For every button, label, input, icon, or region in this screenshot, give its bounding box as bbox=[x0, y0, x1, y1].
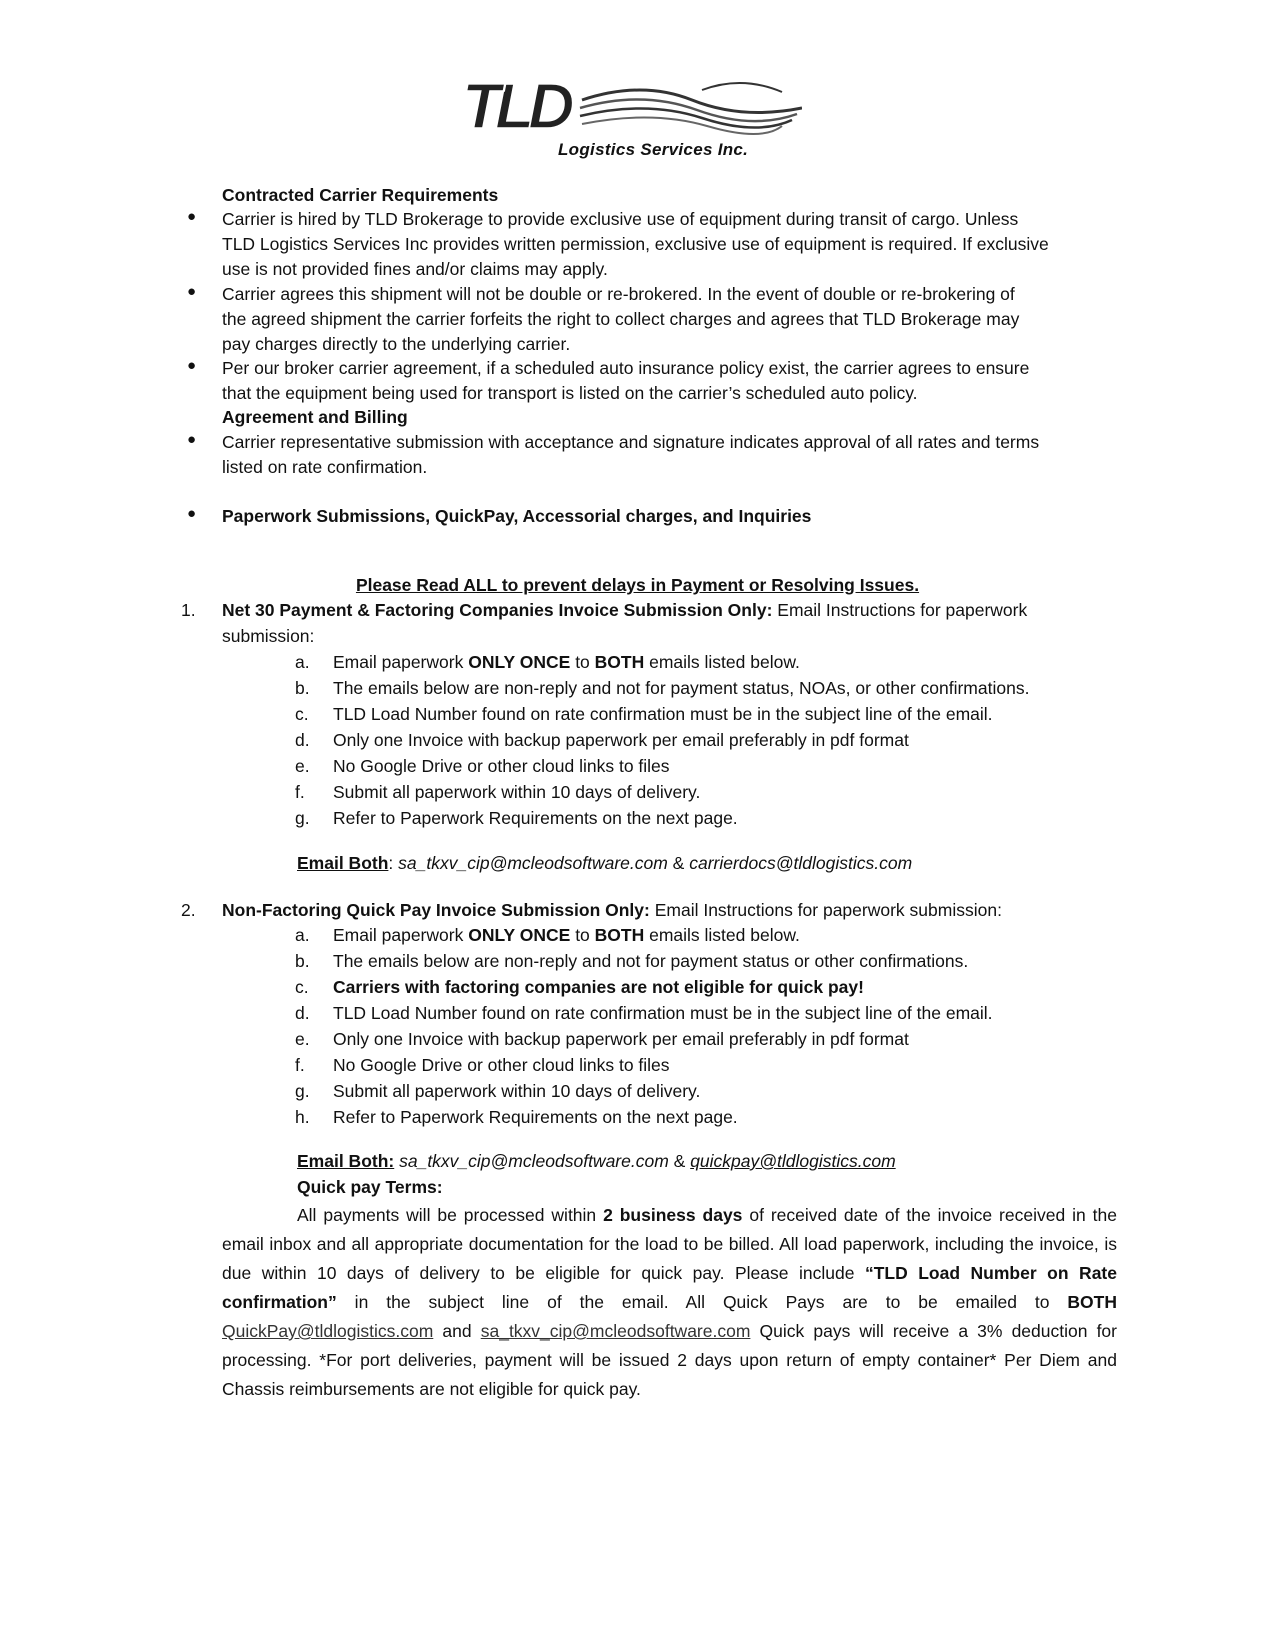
sub-item-text: The emails below are non-reply and not for payment status or other confirmations. bbox=[333, 951, 969, 971]
bullet-text: that the equipment being used for transport is listed on the carrier’s scheduled auto policy. bbox=[222, 383, 918, 403]
quickpay-terms-paragraph: All payments will be processed within 2 business days of received date of the invoice received in the email inbox and all appropriate documentation for the load to be billed. All load paperwork, including the invoice, is due within 10 days of delivery to be eligible for quick pay. Please include “TLD Load Number on Rate confirmation” in the subject line of the email. All Quick Pays are to be emailed to BOTH QuickPay@tldlogistics.com and sa_tkxv_cip@mcleodsoftware.com Quick pays will receive a 3% deduction for processing. *For port deliveries, payment will be issued 2 days upon return of empty container* Per Diem and Chassis reimbursements are not eligible for quick pay. bbox=[222, 1205, 1117, 1399]
bullet-icon: ● bbox=[187, 283, 197, 300]
sub-item-text: Email paperwork ONLY ONCE to BOTH emails listed below. bbox=[333, 652, 800, 672]
sub-item-letter: f. bbox=[295, 782, 305, 802]
bullet-text: the agreed shipment the carrier forfeits the right to collect charges and agrees that TLD Brokerage may bbox=[222, 309, 1020, 329]
quickpay-terms-heading: Quick pay Terms: bbox=[297, 1177, 443, 1197]
sub-item-letter: f. bbox=[295, 1055, 305, 1075]
sub-item-letter: a. bbox=[295, 652, 310, 672]
sub-item-text: Only one Invoice with backup paperwork per email preferably in pdf format bbox=[333, 1029, 909, 1049]
bullet-text: Carrier agrees this shipment will not be double or re-brokered. In the event of double or re-brokering of bbox=[222, 284, 1015, 304]
sub-item-letter: c. bbox=[295, 977, 309, 997]
item2-title: Non-Factoring Quick Pay Invoice Submission Only: Email Instructions for paperwork submission: bbox=[222, 900, 1002, 920]
sub-item-text: Refer to Paperwork Requirements on the next page. bbox=[333, 1107, 738, 1127]
bullet-text: Carrier is hired by TLD Brokerage to provide exclusive use of equipment during transit of cargo. Unless bbox=[222, 209, 1019, 229]
bullet-text: pay charges directly to the underlying carrier. bbox=[222, 334, 571, 354]
svg-text:TLD: TLD bbox=[462, 70, 569, 142]
section-heading-contracted: Contracted Carrier Requirements bbox=[222, 185, 499, 205]
bullet-text: use is not provided fines and/or claims may apply. bbox=[222, 259, 608, 279]
section-heading-agreement: Agreement and Billing bbox=[222, 407, 408, 427]
email-link[interactable]: carrierdocs@tldlogistics.com bbox=[689, 853, 913, 873]
bullet-icon: ● bbox=[187, 505, 197, 522]
sub-item-letter: b. bbox=[295, 678, 310, 698]
item1-email-line: Email Both: sa_tkxv_cip@mcleodsoftware.com & carrierdocs@tldlogistics.com bbox=[297, 853, 913, 873]
email-link[interactable]: sa_tkxv_cip@mcleodsoftware.com bbox=[399, 1151, 669, 1171]
bullet-icon: ● bbox=[187, 208, 197, 225]
sub-item-letter: g. bbox=[295, 1081, 310, 1101]
item1-title-line2: submission: bbox=[222, 626, 315, 646]
sub-item-text: Refer to Paperwork Requirements on the next page. bbox=[333, 808, 738, 828]
sub-item-text: Carriers with factoring companies are not eligible for quick pay! bbox=[333, 977, 864, 997]
notice-heading: Please Read ALL to prevent delays in Payment or Resolving Issues. bbox=[355, 575, 920, 595]
sub-item-text: Submit all paperwork within 10 days of delivery. bbox=[333, 782, 701, 802]
sub-item-text: Only one Invoice with backup paperwork per email preferably in pdf format bbox=[333, 730, 909, 750]
sub-item-letter: c. bbox=[295, 704, 309, 724]
item2-email-line: Email Both: sa_tkxv_cip@mcleodsoftware.com & quickpay@tldlogistics.com bbox=[297, 1151, 896, 1171]
sub-item-text: Email paperwork ONLY ONCE to BOTH emails listed below. bbox=[333, 925, 800, 945]
bullet-text: Carrier representative submission with acceptance and signature indicates approval of all rates and terms bbox=[222, 432, 1040, 452]
sub-item-text: No Google Drive or other cloud links to files bbox=[333, 756, 670, 776]
bullet-icon: ● bbox=[187, 357, 197, 374]
sub-item-letter: e. bbox=[295, 1029, 310, 1049]
bullet-text: TLD Logistics Services Inc provides written permission, exclusive use of equipment is required. If exclusive bbox=[222, 234, 1049, 254]
item1-title: Net 30 Payment & Factoring Companies Invoice Submission Only: Email Instructions for paperwork bbox=[222, 600, 1028, 620]
sub-item-letter: b. bbox=[295, 951, 310, 971]
email-link[interactable]: sa_tkxv_cip@mcleodsoftware.com bbox=[480, 1321, 751, 1341]
sub-item-letter: g. bbox=[295, 808, 310, 828]
sub-item-text: The emails below are non-reply and not for payment status, NOAs, or other confirmations. bbox=[333, 678, 1030, 698]
sub-item-letter: d. bbox=[295, 730, 310, 750]
sub-item-letter: h. bbox=[295, 1107, 310, 1127]
bullet-text: listed on rate confirmation. bbox=[222, 457, 428, 477]
sub-item-letter: d. bbox=[295, 1003, 310, 1023]
email-label: Email Both bbox=[297, 853, 389, 873]
email-label: Email Both: bbox=[297, 1151, 395, 1171]
bullet-text: Per our broker carrier agreement, if a scheduled auto insurance policy exist, the carrier agrees to ensure bbox=[222, 358, 1030, 378]
list-number: 1. bbox=[181, 600, 196, 620]
list-number: 2. bbox=[181, 900, 196, 920]
sub-item-letter: e. bbox=[295, 756, 310, 776]
email-link[interactable]: sa_tkxv_cip@mcleodsoftware.com bbox=[398, 853, 668, 873]
sub-item-text: TLD Load Number found on rate confirmation must be in the subject line of the email. bbox=[333, 704, 993, 724]
sub-item-text: No Google Drive or other cloud links to files bbox=[333, 1055, 670, 1075]
sub-item-text: Submit all paperwork within 10 days of delivery. bbox=[333, 1081, 701, 1101]
bullet-text-bold: Paperwork Submissions, QuickPay, Accessorial charges, and Inquiries bbox=[222, 506, 812, 526]
bullet-icon: ● bbox=[187, 431, 197, 448]
company-subtitle: Logistics Services Inc. bbox=[558, 140, 749, 159]
email-link[interactable]: quickpay@tldlogistics.com bbox=[690, 1151, 896, 1171]
email-link[interactable]: QuickPay@tldlogistics.com bbox=[222, 1321, 434, 1341]
sub-item-text: TLD Load Number found on rate confirmation must be in the subject line of the email. bbox=[333, 1003, 993, 1023]
sub-item-letter: a. bbox=[295, 925, 310, 945]
